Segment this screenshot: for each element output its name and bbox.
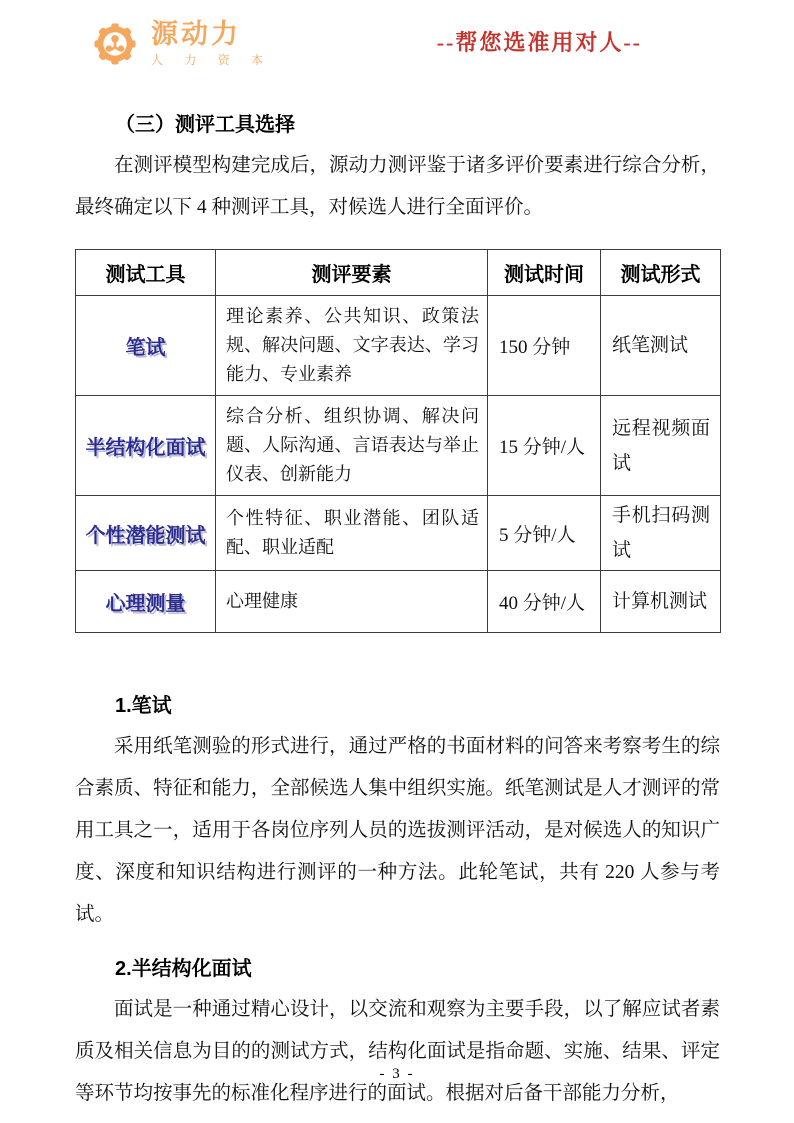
subsection-paragraph-1: 采用纸笔测验的形式进行，通过严格的书面材料的问答来考察考生的综合素质、特征和能力，全部候选人集中组织实施。纸笔测试是人才测评的常用工具之一，适用于各岗位序列人员的选拔测评活动，是对候选人的知识广度、深度和知识结构进行测评的一种方法。此轮笔试，共有 220 人参与考试。 (75, 736, 720, 925)
table-row (76, 496, 721, 571)
brand-name: 源动力 (151, 18, 241, 49)
subsection-paragraph-2: 面试是一种通过精心设计，以交流和观察为主要手段，以了解应试者素质及相关信息为目的的测试方式，结构化面试是指命题、实施、结果、评定等环节均按事先的标准化程序进行的面试。根据对后备干部能力分析， (75, 999, 720, 1104)
tool-name-cell: 笔试 (76, 296, 216, 396)
col-header-tool: 测试工具 (76, 250, 216, 296)
elements-cell: 心理健康 (216, 571, 488, 633)
col-header-elements: 测评要素 (216, 250, 488, 296)
subsection-heading-2: 2.半结构化面试 (115, 958, 252, 980)
tool-name-cell: 个性潜能测试 (76, 496, 216, 571)
tool-name-cell: 心理测量 (76, 571, 216, 633)
gear-person-icon (87, 14, 143, 72)
company-logo (87, 14, 272, 72)
col-header-time: 测试时间 (488, 250, 601, 296)
document-header (75, 12, 720, 84)
table-row (76, 396, 721, 496)
table-header-row (76, 250, 721, 296)
section-heading: （三）测评工具选择 (115, 114, 295, 136)
elements-cell: 综合分析、组织协调、解决问题、人际沟通、言语表达与举止仪表、创新能力 (216, 396, 488, 496)
intro-paragraph: 在测评模型构建完成后，源动力测评鉴于诸多评价要素进行综合分析，最终确定以下 4 种测评工具，对候选人进行全面评价。 (75, 155, 720, 218)
form-cell: 手机扫码测试 (601, 496, 721, 571)
form-cell: 远程视频面试 (601, 396, 721, 496)
assessment-tools-table (75, 249, 721, 633)
subsection-heading-1: 1.笔试 (115, 695, 172, 717)
tool-name-cell: 半结构化面试 (76, 396, 216, 496)
time-cell: 150 分钟 (488, 296, 601, 396)
page-number: - 3 - (379, 1066, 415, 1082)
table-row (76, 296, 721, 396)
elements-cell: 个性特征、职业潜能、团队适配、职业适配 (216, 496, 488, 571)
elements-cell: 理论素养、公共知识、政策法规、解决问题、文字表达、学习能力、专业素养 (216, 296, 488, 396)
brand-subtitle: 人 力 资 本 (151, 52, 273, 67)
logo-text (151, 18, 273, 67)
table-row (76, 571, 721, 633)
time-cell: 5 分钟/人 (488, 496, 601, 571)
form-cell: 计算机测试 (601, 571, 721, 633)
header-slogan: --帮您选准用对人-- (436, 30, 642, 55)
col-header-form: 测试形式 (601, 250, 721, 296)
time-cell: 40 分钟/人 (488, 571, 601, 633)
form-cell: 纸笔测试 (601, 296, 721, 396)
time-cell: 15 分钟/人 (488, 396, 601, 496)
